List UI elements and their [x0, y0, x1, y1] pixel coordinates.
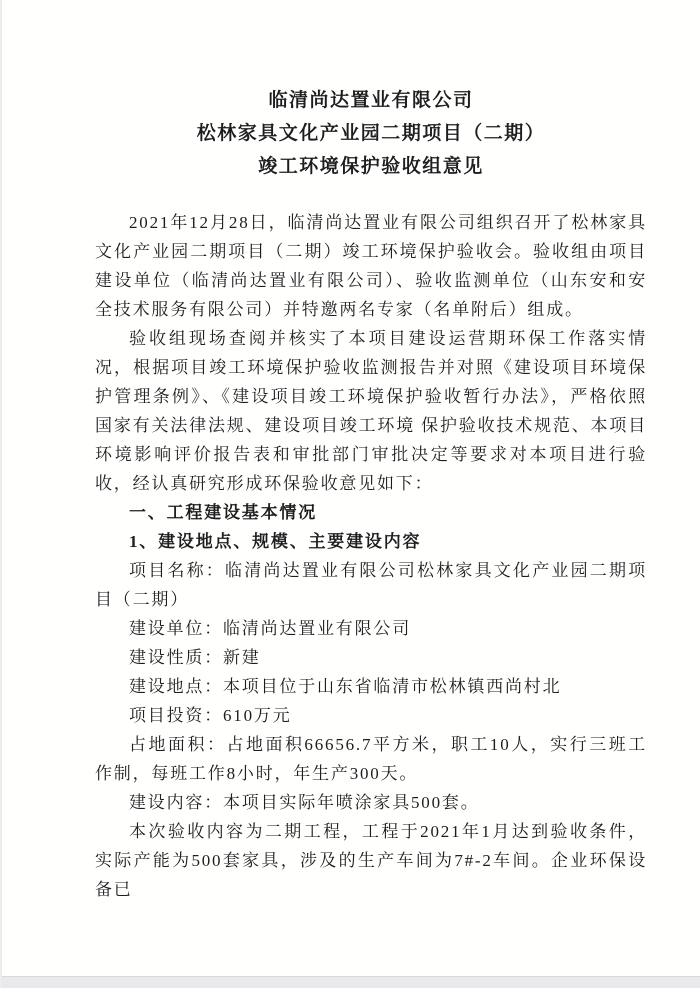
doc-title-line-3: 竣工环境保护验收组意见 — [258, 156, 484, 177]
doc-title-line-2: 松林家具文化产业园二期项目（二期） — [196, 123, 546, 144]
subsection-heading: 1、建设地点、规模、主要建设内容 — [129, 532, 422, 551]
intro-paragraph-1: 2021年12月28日，临清尚达置业有限公司组织召开了松林家具文化产业园二期项目（二期）竣工环境保护验收会。验收组由项目建设单位（临清尚达置业有限公司）、验收监测单位（山东安和安全技术服务有限公司）并特邀两名专家（名单附后）组成。 — [95, 213, 647, 319]
detail-construction-content: 建设内容：本项目实际年喷涂家具500套。 — [129, 793, 480, 812]
detail-acceptance-scope: 本次验收内容为二期工程，工程于2021年1月达到验收条件，实际产能为500套家具，涉及的生产车间为7#-2车间。企业环保设备已 — [95, 822, 647, 899]
page-bottom-edge — [2, 976, 700, 988]
document-title-block — [95, 84, 647, 183]
detail-construction-location: 建设地点：本项目位于山东省临清市松林镇西尚村北 — [129, 677, 562, 696]
doc-title-line-1: 临清尚达置业有限公司 — [268, 90, 474, 111]
detail-construction-unit: 建设单位：临清尚达置业有限公司 — [129, 619, 411, 638]
section-heading: 一、工程建设基本情况 — [129, 503, 317, 522]
document-content — [2, 0, 700, 904]
detail-project-investment: 项目投资：610万元 — [129, 706, 292, 725]
detail-land-area: 占地面积：占地面积66656.7平方米，职工10人，实行三班工作制，每班工作8小时，年生产300天。 — [95, 735, 647, 783]
detail-project-name: 项目名称：临清尚达置业有限公司松林家具文化产业园二期项目（二期） — [95, 561, 647, 609]
intro-paragraph-2: 验收组现场查阅并核实了本项目建设运营期环保工作落实情况，根据项目竣工环境保护验收监测报告并对照《建设项目环境保护管理条例》、《建设项目竣工环境保护验收暂行办法》，严格依照国家有关法律法规、建设项目竣工环境 保护验收技术规范、本项目环境影响评价报告表和审批部门审批决定等要求对本项目进行验收，经认真研究形成环保验收意见如下： — [95, 329, 647, 493]
detail-construction-nature: 建设性质：新建 — [129, 648, 261, 667]
